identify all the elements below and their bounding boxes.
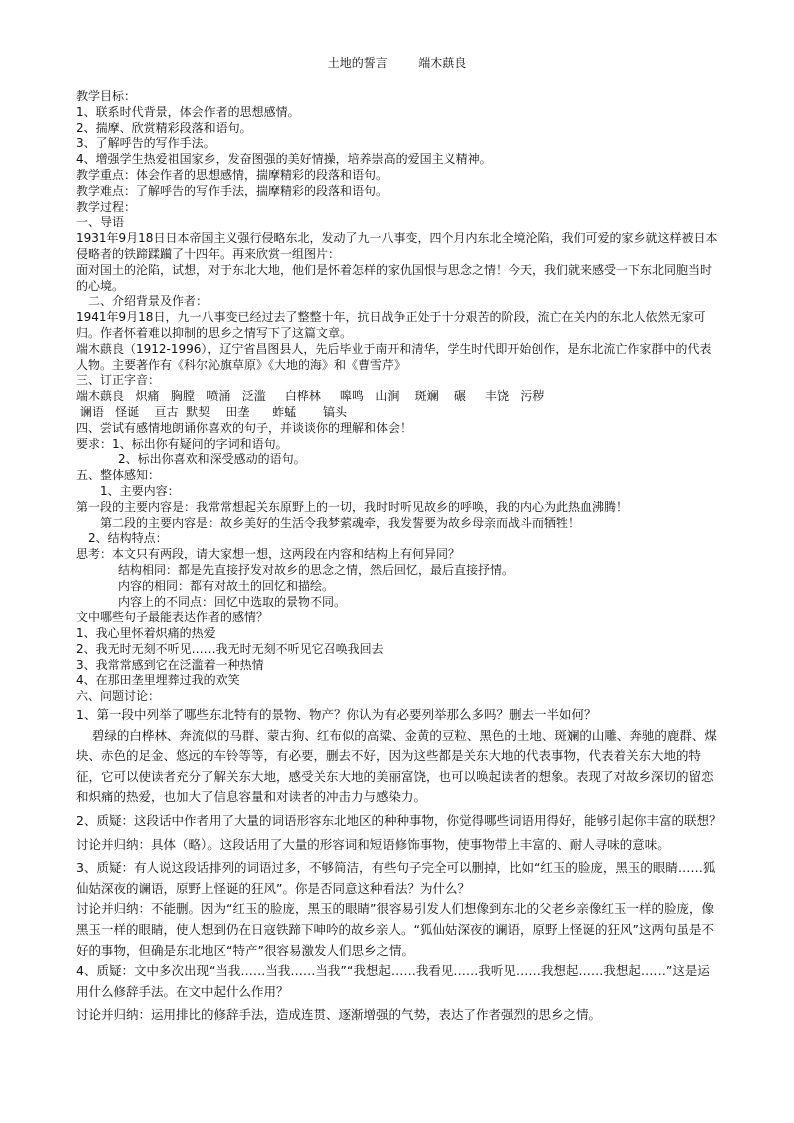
question: 3、质疑：有人说这段话排列的词语过多，不够简洁，有些句子完全可以删掉，比如“红玉的脸庞，黑玉的眼睛……狐仙姑深夜的谰语，原野上怪诞的狂风”。你是否同意这种看法？为什么？ — [76, 860, 716, 896]
document-body — [76, 89, 722, 1026]
subsection-heading: 2、结构特点： — [88, 531, 168, 546]
answer-paragraph: 讨论并归纳：不能删。因为“红玉的脸庞，黑玉的眼睛”很容易引发人们想像到东北的父老乡亲像红玉一样的脸庞，像黑玉一样的眼睛，使人想到仍在日寇铁蹄下呻吟的故乡亲人。“狐仙姑深夜的谰语，原野上怪诞的狂风”这两句虽是不好的事物，但确是东北地区“特产”很容易激发人们思乡之情。 — [76, 901, 714, 958]
teaching-focus: 教学重点：体会作者的思想感情，揣摩精彩的段落和语句。 — [76, 167, 389, 182]
paragraph: 1931年9月18日日本帝国主义强行侵略东北，发动了九一八事变，四个月内东北全境沦陷，我们可爱的家乡就这样被日本侵略者的铁蹄蹂躏了十四年。再来欣赏一组图片： — [76, 231, 718, 261]
objective-item: 3、了解呼告的写作手法。 — [76, 136, 216, 151]
list-item: 4、在那田垄里埋葬过我的欢笑 — [76, 673, 240, 688]
paragraph: 第一段的主要内容是：我常常想起关东原野上的一切，我时时听见故乡的呼唤，我的内心为此热血沸腾！ — [76, 499, 629, 514]
list-item: 2、我无时无刻不听见……我无时无刻不听见它召唤我回去 — [76, 641, 384, 656]
requirement-item: 2、标出你喜欢和深受感动的语句。 — [118, 452, 306, 467]
author-paragraph: 端木蕻良（1912-1996），辽宁省昌图县人，先后毕业于南开和清华，学生时代即开始创作，是东北流亡作家群中的代表人物。主要著作有《科尔沁旗草原》《大地的海》和《曹雪芹》 — [76, 341, 712, 372]
answer-paragraph: 讨论并归纳：运用排比的修辞手法，造成连贯、逐渐增强的气势，表达了作者强烈的思乡之情。 — [76, 1007, 602, 1023]
paragraph: 内容的相同：都有对故土的回忆和描绘。 — [118, 578, 335, 593]
objective-item: 1、联系时代背景，体会作者的思想感情。 — [76, 104, 300, 119]
answer-paragraph: 讨论并归纳：具体（略）。这段话用了大量的形容词和短语修饰事物，使事物带上丰富的、耐人寻味的意味。 — [76, 836, 670, 852]
section-heading: 六、问题讨论： — [76, 689, 161, 704]
section-heading: 四、尝试有感情地朗诵你喜欢的句子，并谈谈你的理解和体会！ — [76, 420, 413, 435]
process-heading: 教学过程： — [76, 199, 137, 214]
paragraph: 结构相同：都是先直接抒发对故乡的思念之情，然后回忆，最后直接抒情。 — [118, 562, 515, 577]
section-heading: 一、导语 — [76, 215, 125, 230]
pronunciation-words: 谰语 怪诞 亘古 默契 田垄 蚱蜢 镐头 — [76, 404, 348, 419]
teaching-difficulty: 教学难点：了解呼告的写作手法，揣摩精彩的段落和语句。 — [76, 183, 389, 198]
paragraph: 1941年9月18日，九一八事变已经过去了整整十年，抗日战争正处于十分艰苦的阶段，流亡在关内的东北人依然无家可归。作者怀着难以抑制的思乡之情写下了这篇文章。 — [76, 310, 706, 340]
objectives-heading: 教学目标： — [76, 89, 137, 103]
question: 1、第一段中列举了哪些东北特有的景物、物产？你认为有必要列举那么多吗？删去一半如何？ — [76, 707, 597, 723]
pronunciation-words: 端木蕻良 炽痛 胸膛 喷涌 泛滥 白桦林 嗥鸣 山涧 斑斓 碾 丰饶 污秽 — [76, 389, 545, 404]
section-heading: 三、订正字音： — [76, 373, 161, 388]
paragraph: 第二段的主要内容是：故乡美好的生活令我梦萦魂牵，我发誓要为故乡母亲而战斗而牺牲！ — [100, 515, 581, 530]
section-heading: 二、介绍背景及作者： — [88, 294, 209, 309]
list-item: 3、我常常感到它在泛滥着一种热情 — [76, 657, 264, 672]
paragraph: 文中哪些句子最能表达作者的感情？ — [76, 610, 269, 625]
paragraph: 思考：本文只有两段，请大家想一想，这两段在内容和结构上有何异同？ — [76, 547, 461, 562]
objective-item: 4、增强学生热爱祖国家乡，发奋图强的美好情操，培养崇高的爱国主义精神。 — [76, 152, 492, 167]
section-heading: 五、整体感知： — [76, 468, 161, 483]
answer-paragraph: 碧绿的白桦林、奔流似的马群、蒙古狗、红布似的高粱、金黄的豆粒、黑色的土地、斑斓的山雕、奔驰的鹿群、煤块、赤色的足金、悠远的车铃等等，有必要，删去不好，因为这些都是关东大地的代表事物，代表着关东大地的特征，它可以使读者充分了解关东大地，感受关东大地的美丽富饶，也可以唤起读者的想象。表现了对故乡深切的留恋和炽痛的热爱，也加大了信息容量和对读者的冲击力与感染力。 — [76, 727, 717, 805]
subsection-heading: 1、主要内容： — [100, 483, 180, 498]
question: 4、质疑：文中多次出现“当我……当我……当我”“我想起……我看见……我听见……我想起……我想起……”这是运用什么修辞手法。在文中起什么作用？ — [76, 963, 710, 999]
document-title: 土地的誓言 端木蕻良 — [327, 56, 467, 70]
requirement-item: 要求：1、标出你有疑问的字词和语句。 — [76, 436, 288, 451]
objective-item: 2、揣摩、欣赏精彩段落和语句。 — [76, 120, 252, 135]
paragraph: 面对国土的沦陷，试想，对于东北大地，他们是怀着怎样的家仇国恨与思念之情！今天，我们就来感受一下东北同胞当时的心境。 — [76, 262, 713, 293]
paragraph: 内容上的不同点：回忆中选取的景物不同。 — [118, 594, 347, 609]
question: 2、质疑：这段话中作者用了大量的词语形容东北地区的种种事物，你觉得哪些词语用得好，能够引起你丰富的联想？ — [76, 813, 722, 829]
list-item: 1、我心里怀着炽痛的热爱 — [76, 626, 216, 641]
